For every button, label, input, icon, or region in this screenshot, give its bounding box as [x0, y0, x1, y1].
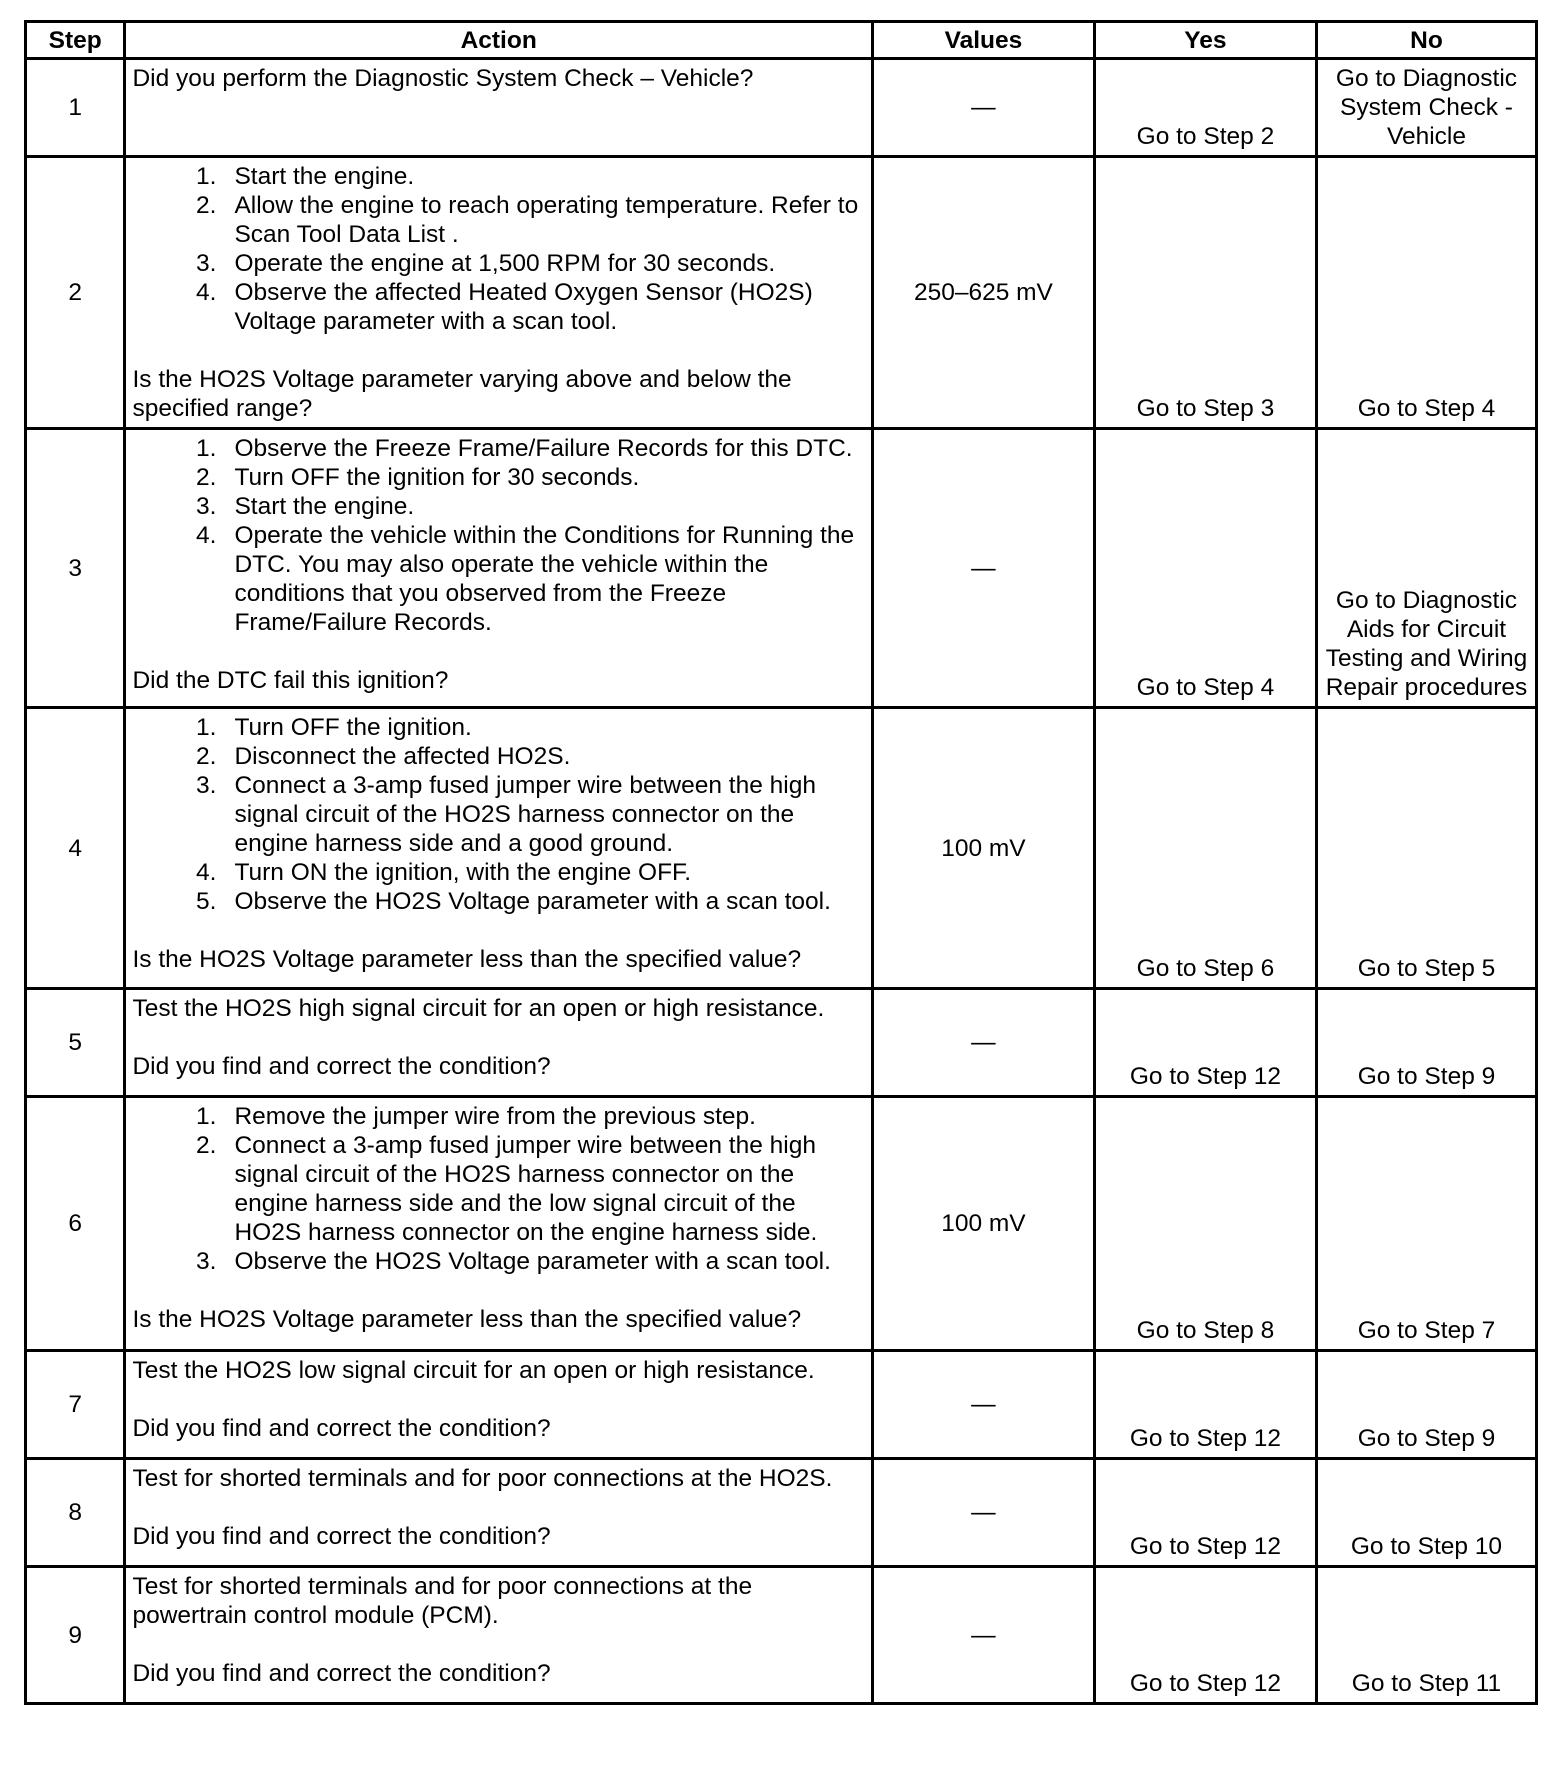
- list-item: 1. Start the engine.: [196, 163, 415, 190]
- list-item: 1. Observe the Freeze Frame/Failure Records for this DTC.: [196, 435, 853, 462]
- action-cell: [125, 989, 872, 1097]
- step-number: 2: [26, 157, 125, 429]
- question-text: Is the HO2S Voltage parameter less than the specified value?: [132, 946, 802, 973]
- action-text: Test for shorted terminals and for poor connections at the HO2S.: [132, 1465, 833, 1492]
- values-cell: —: [872, 1459, 1094, 1567]
- no-cell: Go to Step 10: [1316, 1459, 1536, 1567]
- list-item: 2. Allow the engine to reach operating temperature. Refer to Scan Tool Data List .: [196, 192, 859, 248]
- values-cell: —: [872, 429, 1094, 708]
- action-text: Did you perform the Diagnostic System Check – Vehicle?: [132, 65, 754, 92]
- question-text: Did you find and correct the condition?: [132, 1523, 551, 1550]
- no-cell: Go to Step 9: [1316, 1351, 1536, 1459]
- action-text: Test the HO2S high signal circuit for an open or high resistance.: [132, 995, 825, 1022]
- procedure-list: [132, 713, 864, 916]
- action-cell: [125, 59, 872, 157]
- yes-cell: Go to Step 3: [1094, 157, 1316, 429]
- question-text: Did you find and correct the condition?: [132, 1660, 551, 1687]
- procedure-list: [132, 162, 864, 336]
- no-cell: Go to Step 11: [1316, 1567, 1536, 1704]
- action-cell: [125, 708, 872, 989]
- yes-cell: Go to Step 12: [1094, 989, 1316, 1097]
- procedure-list: [132, 1102, 864, 1276]
- action-text: Test the HO2S low signal circuit for an open or high resistance.: [132, 1357, 815, 1384]
- step-number: 8: [26, 1459, 125, 1567]
- values-cell: —: [872, 989, 1094, 1097]
- header-action: Action: [125, 22, 872, 59]
- yes-cell: Go to Step 12: [1094, 1567, 1316, 1704]
- no-cell: Go to Step 4: [1316, 157, 1536, 429]
- yes-cell: Go to Step 4: [1094, 429, 1316, 708]
- step-number: 6: [26, 1097, 125, 1351]
- list-item: 2. Disconnect the affected HO2S.: [196, 743, 571, 770]
- values-cell: 250–625 mV: [872, 157, 1094, 429]
- table-row-step-8: [26, 1459, 1537, 1567]
- action-cell: [125, 1567, 872, 1704]
- step-number: 1: [26, 59, 125, 157]
- table-row-step-3: [26, 429, 1537, 708]
- list-item: 3. Operate the engine at 1,500 RPM for 30 seconds.: [196, 250, 776, 277]
- yes-cell: Go to Step 6: [1094, 708, 1316, 989]
- table-row-step-5: [26, 989, 1537, 1097]
- question-text: Is the HO2S Voltage parameter less than the specified value?: [132, 1306, 802, 1333]
- step-number: 3: [26, 429, 125, 708]
- action-cell: [125, 429, 872, 708]
- list-item: 1. Turn OFF the ignition.: [196, 714, 472, 741]
- values-cell: 100 mV: [872, 708, 1094, 989]
- yes-cell: Go to Step 2: [1094, 59, 1316, 157]
- list-item: 4. Operate the vehicle within the Conditions for Running the DTC. You may also operate the vehicle within the conditions that you observed from the Freeze Frame/Failure Records.: [196, 522, 855, 636]
- procedure-list: [132, 434, 864, 637]
- list-item: 3. Observe the HO2S Voltage parameter with a scan tool.: [196, 1248, 831, 1275]
- diagnostic-table: [24, 20, 1538, 1705]
- action-cell: [125, 157, 872, 429]
- no-cell: Go to Diagnostic Aids for Circuit Testing and Wiring Repair procedures: [1316, 429, 1536, 708]
- action-cell: [125, 1459, 872, 1567]
- no-cell: Go to Step 9: [1316, 989, 1536, 1097]
- question-text: Is the HO2S Voltage parameter varying above and below the specified range?: [132, 366, 792, 422]
- yes-cell: Go to Step 12: [1094, 1351, 1316, 1459]
- yes-cell: Go to Step 8: [1094, 1097, 1316, 1351]
- values-cell: —: [872, 1567, 1094, 1704]
- no-cell: Go to Step 7: [1316, 1097, 1536, 1351]
- list-item: 2. Connect a 3-amp fused jumper wire between the high signal circuit of the HO2S harness connector on the engine harness side and the low signal circuit of the HO2S harness connector on the engine harness side.: [196, 1132, 818, 1246]
- header-no: No: [1316, 22, 1536, 59]
- action-text: Test for shorted terminals and for poor connections at the powertrain control module (PCM).: [132, 1573, 753, 1629]
- table-row-step-7: [26, 1351, 1537, 1459]
- list-item: 1. Remove the jumper wire from the previous step.: [196, 1103, 756, 1130]
- action-cell: [125, 1097, 872, 1351]
- list-item: 4. Turn ON the ignition, with the engine OFF.: [196, 859, 692, 886]
- step-number: 9: [26, 1567, 125, 1704]
- yes-cell: Go to Step 12: [1094, 1459, 1316, 1567]
- no-cell: Go to Diagnostic System Check - Vehicle: [1316, 59, 1536, 157]
- values-cell: —: [872, 59, 1094, 157]
- question-text: Did the DTC fail this ignition?: [132, 667, 449, 694]
- table-row-step-6: [26, 1097, 1537, 1351]
- step-number: 5: [26, 989, 125, 1097]
- action-cell: [125, 1351, 872, 1459]
- header-step: Step: [26, 22, 125, 59]
- no-cell: Go to Step 5: [1316, 708, 1536, 989]
- table-row-step-1: [26, 59, 1537, 157]
- table-row-step-2: [26, 157, 1537, 429]
- header-yes: Yes: [1094, 22, 1316, 59]
- question-text: Did you find and correct the condition?: [132, 1053, 551, 1080]
- list-item: 5. Observe the HO2S Voltage parameter with a scan tool.: [196, 888, 831, 915]
- list-item: 4. Observe the affected Heated Oxygen Sensor (HO2S) Voltage parameter with a scan tool.: [196, 279, 813, 335]
- values-cell: —: [872, 1351, 1094, 1459]
- header-values: Values: [872, 22, 1094, 59]
- table-row-step-9: [26, 1567, 1537, 1704]
- list-item: 3. Connect a 3-amp fused jumper wire between the high signal circuit of the HO2S harness connector on the engine harness side and a good ground.: [196, 772, 816, 857]
- question-text: Did you find and correct the condition?: [132, 1415, 551, 1442]
- header-row: [26, 22, 1537, 59]
- list-item: 2. Turn OFF the ignition for 30 seconds.: [196, 464, 640, 491]
- step-number: 7: [26, 1351, 125, 1459]
- list-item: 3. Start the engine.: [196, 493, 415, 520]
- values-cell: 100 mV: [872, 1097, 1094, 1351]
- step-number: 4: [26, 708, 125, 989]
- table-row-step-4: [26, 708, 1537, 989]
